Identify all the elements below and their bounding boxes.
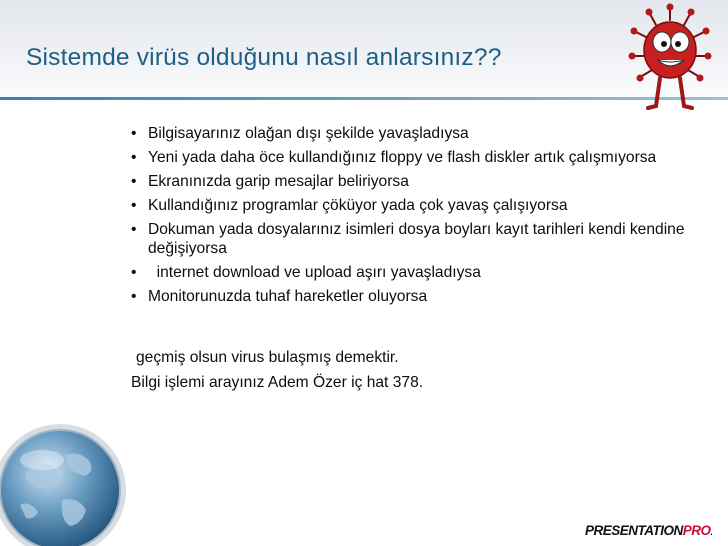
- virus-mascot-icon: [622, 0, 718, 116]
- bullet-marker: •: [131, 125, 137, 142]
- contact-line: Bilgi işlemi arayınız Adem Özer iç hat 378.: [131, 374, 424, 391]
- list-item: [131, 148, 691, 167]
- list-item: [131, 196, 691, 215]
- slide-title: Sistemde virüs olduğunu nasıl anlarsınız??: [26, 44, 502, 71]
- bullet-text: Monitorunuzda tuhaf hareketler oluyorsa: [148, 288, 428, 305]
- logo-accent-text: PRO: [682, 523, 711, 538]
- closing-line: geçmiş olsun virus bulaşmış demektir.: [136, 349, 399, 366]
- logo-main-text: PRESENTATION: [585, 523, 683, 538]
- bullet-text: internet download ve upload aşırı yavaşladıysa: [148, 264, 481, 281]
- bullet-marker: •: [131, 197, 137, 214]
- bullet-text: Ekranınızda garip mesajlar beliriyorsa: [148, 173, 409, 190]
- logo-dot: .: [710, 527, 713, 537]
- list-item: [131, 220, 691, 258]
- bullet-text: Yeni yada daha öce kullandığınız floppy ve flash diskler artık çalışmıyorsa: [148, 149, 657, 166]
- bullet-text: Bilgisayarınız olağan dışı şekilde yavaşladıysa: [148, 125, 469, 142]
- list-item: [131, 287, 691, 306]
- bullet-list: [131, 124, 691, 311]
- bullet-marker: •: [131, 149, 137, 166]
- presentationpro-logo: [585, 523, 713, 538]
- bullet-text: Dokuman yada dosyalarınız isimleri dosya boyları kayıt tarihleri kendi kendine değişiyorsa: [148, 221, 685, 257]
- list-item: [131, 172, 691, 191]
- bullet-marker: •: [131, 264, 137, 281]
- bullet-marker: •: [131, 221, 137, 238]
- list-item: [131, 124, 691, 143]
- bullet-marker: •: [131, 288, 137, 305]
- globe-icon: [0, 420, 130, 546]
- bullet-text: Kullandığınız programlar çöküyor yada çok yavaş çalışıyorsa: [148, 197, 568, 214]
- list-item: [131, 263, 691, 282]
- title-underline: [0, 97, 728, 100]
- bullet-marker: •: [131, 173, 137, 190]
